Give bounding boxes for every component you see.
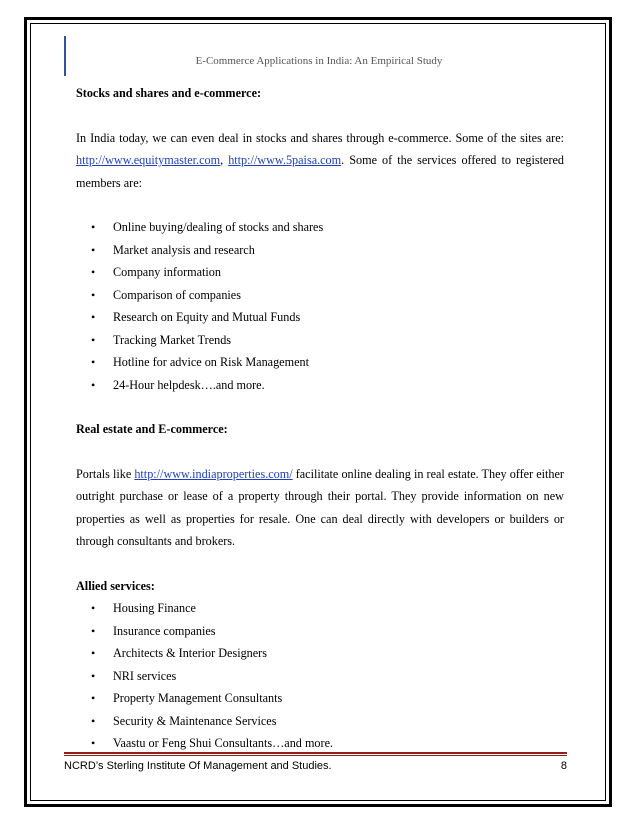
list-item: • Insurance companies [76, 620, 564, 643]
paragraph-stocks [76, 127, 564, 195]
list-item: • Hotline for advice on Risk Management [76, 351, 564, 374]
allied-services-list [76, 597, 564, 755]
list-item: • Vaastu or Feng Shui Consultants…and more. [76, 732, 564, 755]
section-heading-stocks: Stocks and shares and e-commerce: [76, 86, 262, 100]
list-item: • Online buying/dealing of stocks and shares [76, 216, 564, 239]
link-equitymaster[interactable]: http://www.equitymaster.com [76, 153, 221, 167]
link-5paisa[interactable]: http://www.5paisa.com [228, 153, 342, 167]
list-item: • NRI services [76, 665, 564, 688]
footer-rule [64, 752, 567, 754]
running-header: E-Commerce Applications in India: An Empirical Study [195, 55, 443, 67]
link-indiaproperties[interactable]: http://www.indiaproperties.com/ [134, 466, 293, 481]
paragraph-text: facilitate online dealing in real estate. They offer either outright purchase or lease of a property through their portal. They provide information on new properties as well as properties for resale. One can deal directly with developers or builders or through consultants and brokers. [76, 466, 564, 548]
list-item: • Company information [76, 261, 564, 284]
list-item: • Property Management Consultants [76, 687, 564, 710]
paragraph-text: Portals like [76, 466, 135, 481]
list-item: • Comparison of companies [76, 284, 564, 307]
stocks-services-list [76, 216, 564, 396]
list-item: • Housing Finance [76, 597, 564, 620]
paragraph-separator: , [220, 153, 229, 167]
paragraph-text: . Some of the services offered to registered members are: [76, 153, 565, 190]
paragraph-text: In India today, we can even deal in stocks and shares through e-commerce. Some of the sites are: [76, 130, 564, 145]
list-item: • Security & Maintenance Services [76, 710, 564, 733]
list-item: • Market analysis and research [76, 239, 564, 262]
footer-institute: NCRD’s Sterling Institute Of Management and Studies. [64, 760, 332, 772]
list-item: • Tracking Market Trends [76, 329, 564, 352]
page-content [76, 82, 564, 755]
section-heading-allied: Allied services: [76, 578, 155, 593]
paragraph-realestate [76, 463, 564, 553]
list-item: • Research on Equity and Mutual Funds [76, 306, 564, 329]
list-item: • Architects & Interior Designers [76, 642, 564, 665]
list-item: • 24-Hour helpdesk….and more. [76, 374, 564, 397]
footer-rule-thin [64, 755, 567, 756]
page-number: 8 [560, 760, 567, 772]
section-heading-realestate: Real estate and E-commerce: [76, 422, 228, 436]
